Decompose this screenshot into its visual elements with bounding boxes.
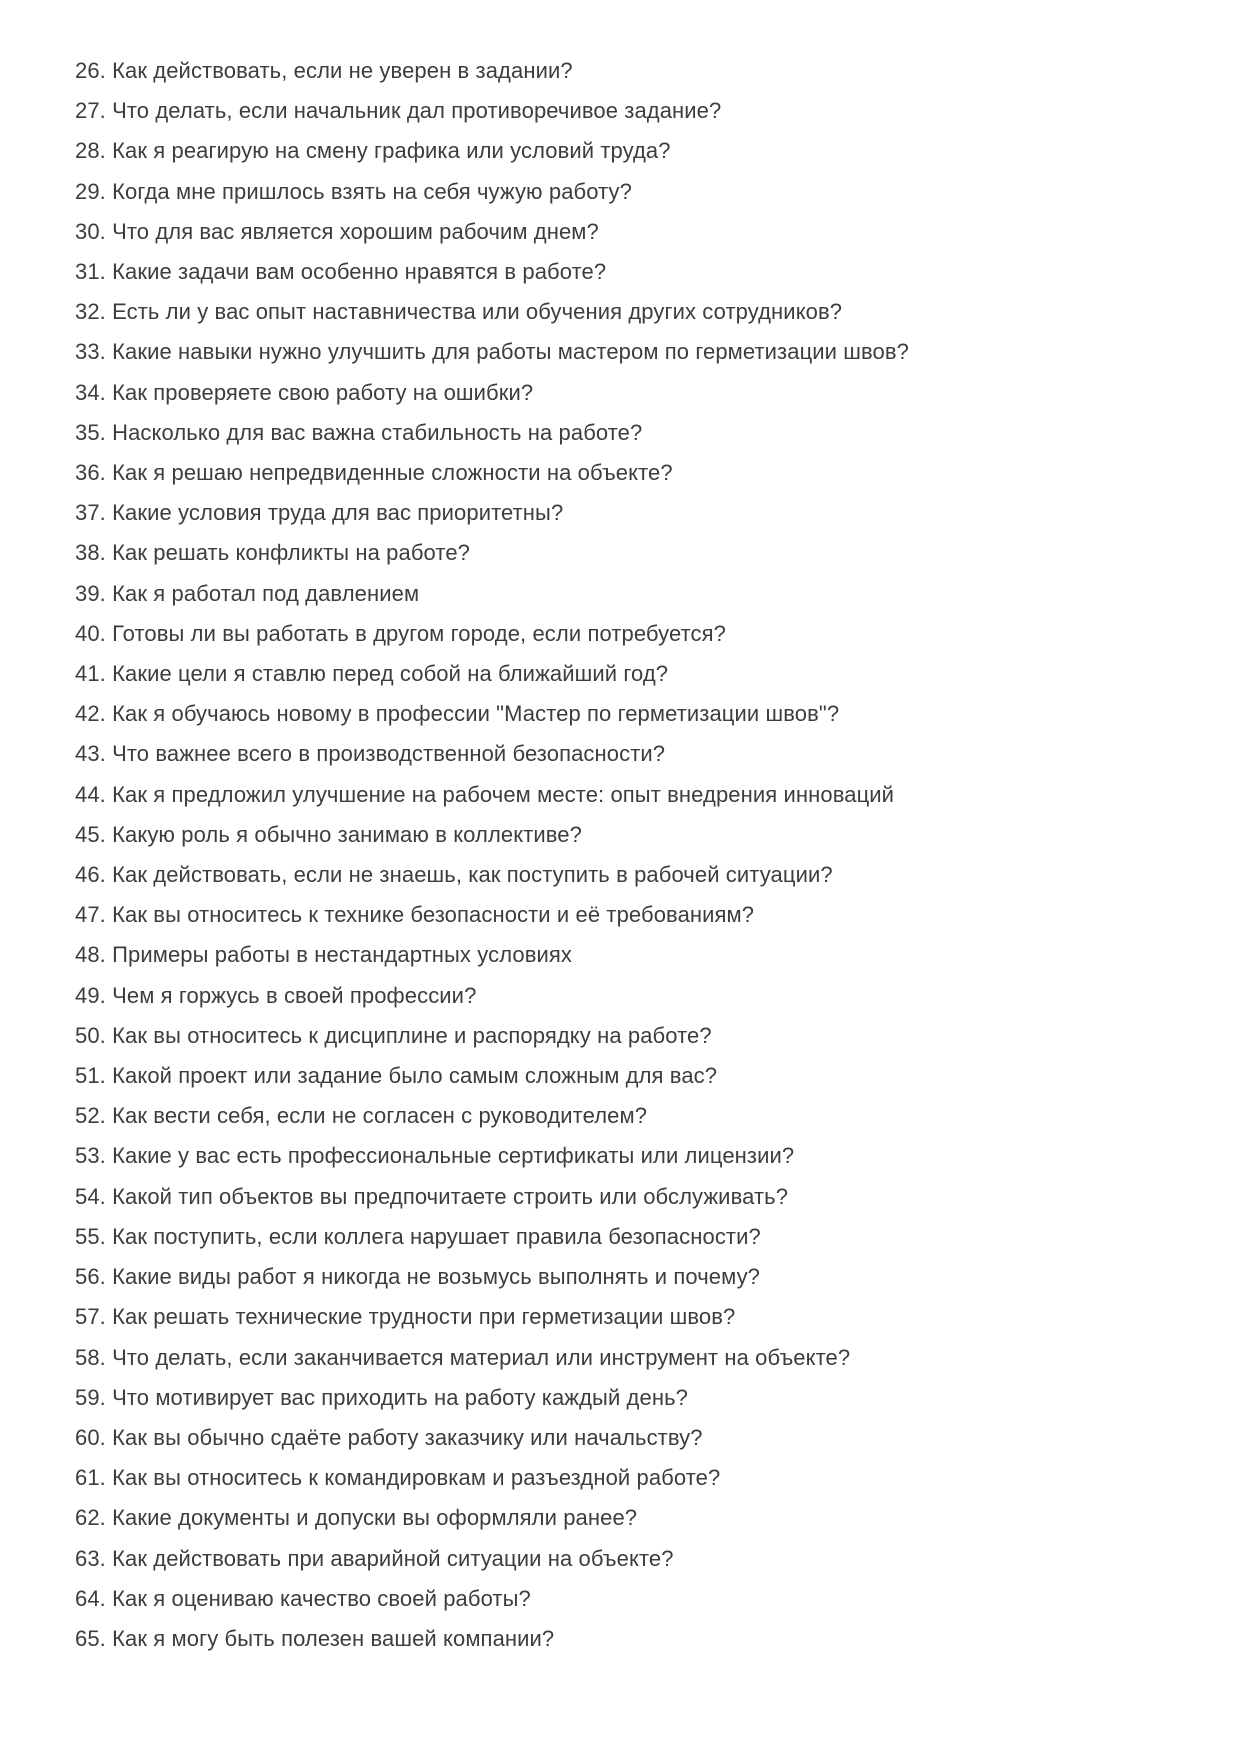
question-item: 40. Готовы ли вы работать в другом городе, если потребуется? [75, 620, 726, 646]
questions-list [75, 51, 1199, 1659]
question-item: 51. Какой проект или задание было самым сложным для вас? [75, 1063, 718, 1089]
question-item: 59. Что мотивирует вас приходить на работу каждый день? [75, 1384, 688, 1410]
question-item: 34. Как проверяете свою работу на ошибки? [75, 379, 534, 405]
question-item: 46. Как действовать, если не знаешь, как поступить в рабочей ситуации? [75, 862, 833, 888]
question-item: 26. Как действовать, если не уверен в задании? [75, 58, 573, 83]
question-item: 30. Что для вас является хорошим рабочим днем? [75, 218, 599, 244]
question-item: 29. Когда мне пришлось взять на себя чужую работу? [75, 178, 632, 204]
question-item: 48. Примеры работы в нестандартных условиях [75, 942, 573, 968]
question-item: 63. Как действовать при аварийной ситуации на объекте? [75, 1545, 674, 1571]
question-item: 32. Есть ли у вас опыт наставничества или обучения других сотрудников? [75, 299, 843, 325]
question-item: 47. Как вы относитесь к технике безопасности и её требованиям? [75, 902, 755, 928]
question-item: 27. Что делать, если начальник дал противоречивое задание? [75, 98, 722, 124]
question-item: 64. Как я оцениваю качество своей работы? [75, 1585, 531, 1611]
question-item: 57. Как решать технические трудности при герметизации швов? [75, 1304, 736, 1330]
question-item: 55. Как поступить, если коллега нарушает правила безопасности? [75, 1223, 761, 1249]
question-item: 56. Какие виды работ я никогда не возьмусь выполнять и почему? [75, 1264, 761, 1290]
question-item: 37. Какие условия труда для вас приоритетны? [75, 500, 564, 526]
question-item: 39. Как я работал под давлением [75, 580, 420, 606]
question-item: 38. Как решать конфликты на работе? [75, 540, 470, 566]
question-item: 44. Как я предложил улучшение на рабочем месте: опыт внедрения инноваций [75, 781, 895, 807]
question-item: 52. Как вести себя, если не согласен с руководителем? [75, 1103, 648, 1129]
question-item: 31. Какие задачи вам особенно нравятся в работе? [75, 259, 607, 285]
question-item: 60. Как вы обычно сдаёте работу заказчику или начальству? [75, 1424, 703, 1450]
question-item: 42. Как я обучаюсь новому в профессии "Мастер по герметизации швов"? [75, 701, 840, 727]
question-item: 65. Как я могу быть полезен вашей компании? [75, 1625, 555, 1651]
question-item: 62. Какие документы и допуски вы оформляли ранее? [75, 1505, 638, 1531]
question-item: 28. Как я реагирую на смену графика или условий труда? [75, 138, 671, 164]
question-item: 54. Какой тип объектов вы предпочитаете строить или обслуживать? [75, 1183, 789, 1209]
question-item: 45. Какую роль я обычно занимаю в коллективе? [75, 821, 582, 847]
question-item: 58. Что делать, если заканчивается материал или инструмент на объекте? [75, 1344, 851, 1370]
question-item: 33. Какие навыки нужно улучшить для работы мастером по герметизации швов? [75, 339, 910, 365]
question-item: 50. Как вы относитесь к дисциплине и распорядку на работе? [75, 1022, 712, 1048]
question-item: 49. Чем я горжусь в своей профессии? [75, 982, 477, 1008]
question-item: 53. Какие у вас есть профессиональные сертификаты или лицензии? [75, 1143, 795, 1169]
question-item: 43. Что важнее всего в производственной безопасности? [75, 741, 666, 767]
question-item: 41. Какие цели я ставлю перед собой на ближайший год? [75, 661, 669, 687]
question-item: 61. Как вы относитесь к командировкам и разъездной работе? [75, 1465, 721, 1491]
question-item: 35. Насколько для вас важна стабильность на работе? [75, 419, 643, 445]
question-item: 36. Как я решаю непредвиденные сложности на объекте? [75, 460, 673, 486]
